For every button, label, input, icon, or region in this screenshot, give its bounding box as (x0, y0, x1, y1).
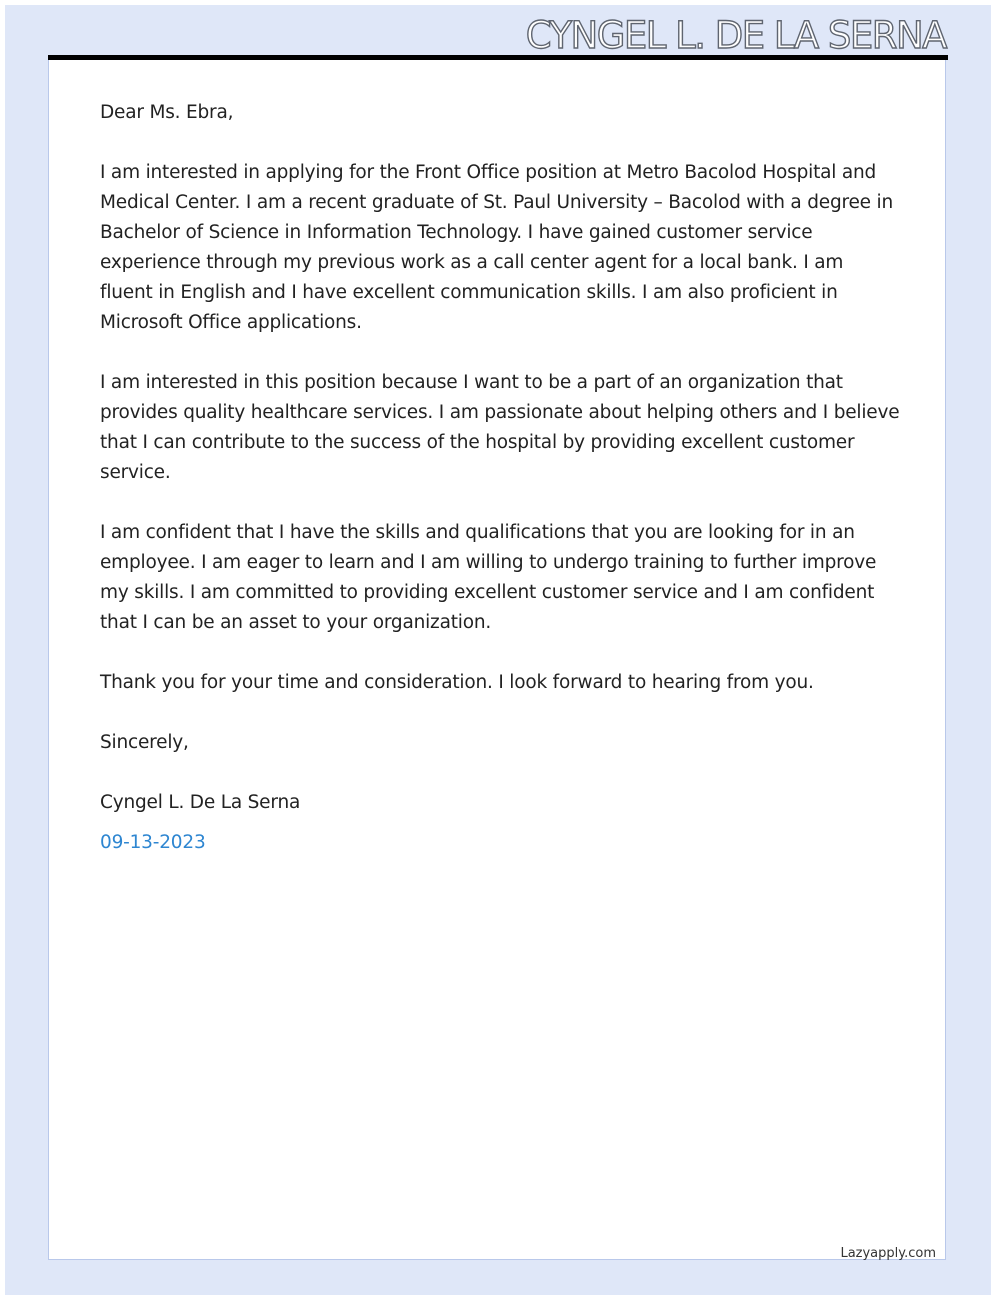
signature: Cyngel L. De La Serna (100, 792, 301, 813)
footer-credit: Lazyapply.com (840, 1246, 936, 1261)
paragraph-3: I am confident that I have the skills and qualifications that you are looking for in an employee. I am eager to learn and I am willing to undergo training to further improve my skills. I am committed to providing excellent customer service and I am confident that I can be an asset to your organization. (100, 522, 877, 633)
paragraph-4: Thank you for your time and consideration. I look forward to hearing from you. (100, 672, 814, 693)
header-name: CYNGEL L. DE LA SERNA (525, 14, 946, 57)
salutation: Dear Ms. Ebra, (100, 102, 234, 123)
letter-body (100, 98, 900, 888)
letter-date: 09-13-2023 (100, 832, 206, 853)
paragraph-2: I am interested in this position because I want to be a part of an organization that provides quality healthcare services. I am passionate about helping others and I believe that I can contribute to the success of the hospital by providing excellent customer service. (100, 372, 900, 483)
paragraph-1: I am interested in applying for the Front Office position at Metro Bacolod Hospital and Medical Center. I am a recent graduate of St. Paul University – Bacolod with a degree in Bachelor of Science in Information Technology. I have gained customer service experience through my previous work as a call center agent for a local bank. I am fluent in English and I have excellent communication skills. I am also proficient in Microsoft Office applications. (100, 162, 894, 333)
closing: Sincerely, (100, 732, 189, 753)
